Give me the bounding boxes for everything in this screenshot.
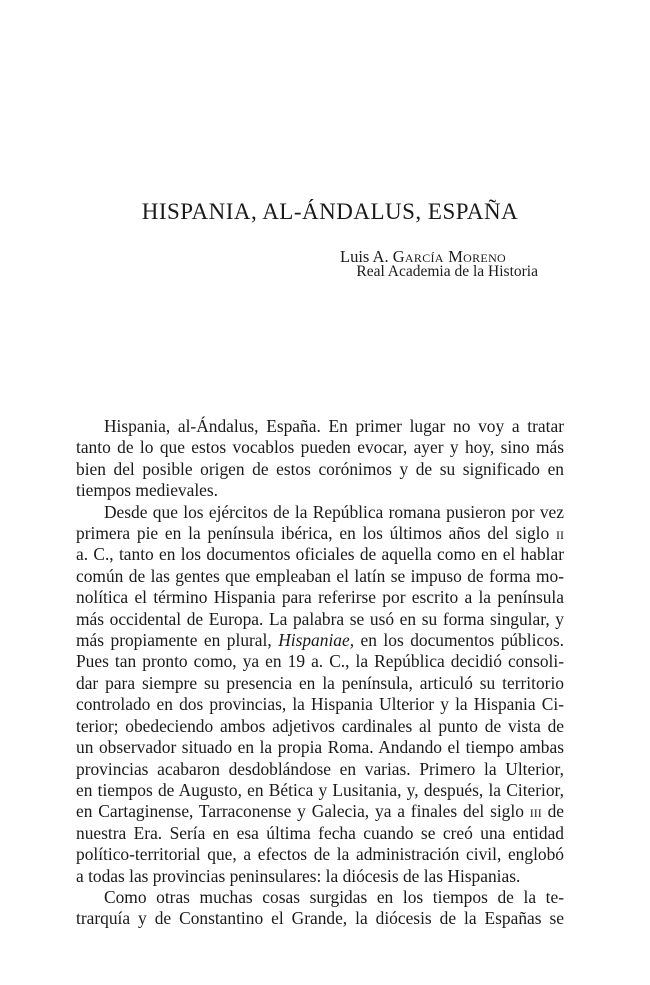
- roman-numeral: iii: [529, 801, 542, 822]
- text-segment: en Cartaginense, Tarraconense y Galecia, ya a finales del siglo: [76, 801, 530, 822]
- text-line: Hispania, al-Ándalus, España. En primer lugar no voy a tratar: [104, 416, 564, 436]
- text-line: político-territorial que, a efectos de la administración civil, englobó: [76, 844, 564, 865]
- text-line: nolítica el término Hispania para referirse por escrito a la península: [76, 587, 564, 608]
- text-line: terior; obedeciendo ambos adjetivos cardinales al punto de vista de: [76, 715, 564, 736]
- text-line: tiempos medievales.: [76, 480, 218, 501]
- text-line: bien del posible origen de estos corónimos y de su significado en: [76, 458, 564, 479]
- text-line: dar para siempre su presencia en la península, articuló su territorio: [76, 672, 564, 693]
- body-text: [76, 416, 564, 930]
- text-line: Pues tan pronto como, ya en 19 a. C., la República decidió consoli-: [76, 651, 564, 672]
- text-line: más occidental de Europa. La palabra se usó en su forma singular, y: [76, 608, 564, 629]
- author-affiliation: Real Academia de la Historia: [356, 263, 538, 280]
- text-segment: primera pie en la península ibérica, en los últimos años del siglo: [76, 523, 556, 544]
- text-line: común de las gentes que empleaban el latín se impuso de forma mo-: [76, 565, 564, 586]
- text-line: nuestra Era. Sería en esa última fecha cuando se creó una entidad: [76, 822, 564, 843]
- text-line: tanto de lo que estos vocablos pueden evocar, ayer y hoy, sino más: [76, 437, 564, 458]
- roman-numeral: ii: [556, 523, 564, 544]
- text-segment: más propiamente en plural,: [76, 630, 279, 651]
- text-line: [76, 630, 564, 651]
- text-line: un observador situado en la propia Roma. Andando el tiempo ambas: [76, 737, 564, 758]
- text-line: Como otras muchas cosas surgidas en los tiempos de la te-: [104, 886, 564, 907]
- text-line: en tiempos de Augusto, en Bética y Lusitania, y, después, la Citerior,: [76, 779, 564, 800]
- text-line: provincias acabaron desdoblándose en varias. Primero la Ulterior,: [76, 758, 564, 779]
- text-segment: en los documentos públicos.: [354, 630, 565, 651]
- chapter-title: HISPANIA, AL-ÁNDALUS, ESPAÑA: [141, 199, 519, 224]
- text-segment: de: [541, 801, 565, 822]
- author-last-name: García Moreno: [392, 247, 506, 266]
- author-first-name: Luis A.: [340, 247, 393, 266]
- italic-term: Hispaniae,: [278, 630, 355, 651]
- text-line: a todas las provincias peninsulares: la diócesis de las Hispanias.: [76, 865, 521, 886]
- text-line: trarquía y de Constantino el Grande, la diócesis de la Españas se: [76, 908, 564, 929]
- text-line: a. C., tanto en los documentos oficiales de aquella como en el hablar: [76, 544, 564, 565]
- text-line: controlado en dos provincias, la Hispania Ulterior y la Hispania Ci-: [76, 694, 564, 715]
- text-line: Desde que los ejércitos de la República romana pusieron por vez: [104, 501, 564, 522]
- text-line: [76, 801, 564, 822]
- text-line: [76, 523, 564, 544]
